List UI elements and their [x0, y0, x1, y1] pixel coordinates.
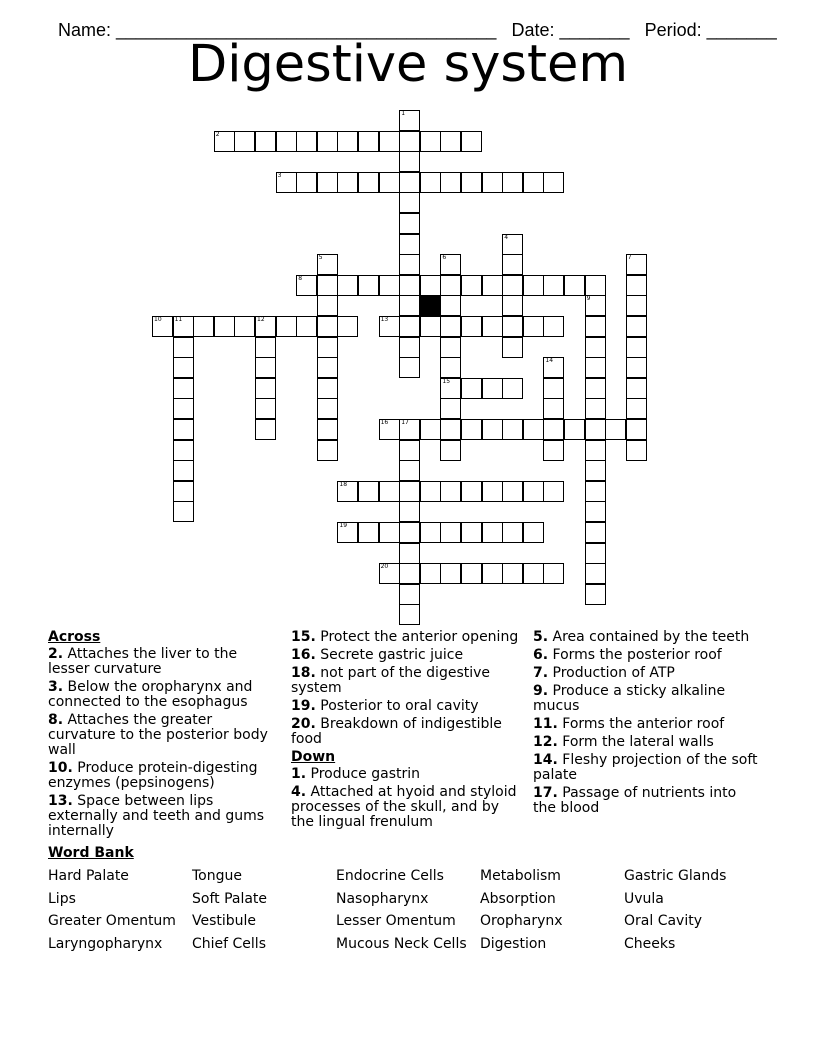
clue-number: 2	[215, 130, 220, 138]
word-bank-item: Uvula	[624, 890, 664, 907]
grid-cell[interactable]	[626, 337, 647, 358]
clue-number: 20	[380, 563, 389, 571]
grid-cell[interactable]	[585, 481, 606, 502]
grid-cell[interactable]	[379, 316, 400, 337]
grid-cell[interactable]	[626, 440, 647, 461]
clue-across-15: 15. Protect the anterior opening	[291, 629, 519, 645]
grid-cell[interactable]	[317, 419, 338, 440]
clue-across-18: 18. not part of the digestive system	[291, 665, 491, 696]
grid-cell[interactable]	[502, 295, 523, 316]
grid-cell[interactable]	[585, 378, 606, 399]
grid-cell[interactable]	[502, 234, 523, 255]
grid-cell[interactable]	[482, 419, 503, 440]
grid-cell[interactable]	[585, 357, 606, 378]
grid-cell[interactable]	[502, 172, 523, 193]
grid-cell[interactable]	[585, 295, 606, 316]
grid-cell[interactable]	[255, 131, 276, 152]
grid-cell[interactable]	[317, 172, 338, 193]
grid-cell[interactable]	[399, 110, 420, 131]
grid-cell[interactable]	[255, 337, 276, 358]
clue-number: 9	[586, 295, 591, 303]
clue-number: 16	[380, 419, 389, 426]
grid-cell[interactable]	[482, 275, 503, 296]
grid-cell[interactable]	[317, 254, 338, 275]
grid-cell[interactable]	[173, 460, 194, 481]
grid-cell[interactable]	[358, 522, 379, 543]
grid-cell[interactable]	[523, 316, 544, 337]
grid-cell[interactable]	[564, 275, 585, 296]
clue-across-10: 10. Produce protein-digesting enzymes (pepsinogens)	[48, 760, 258, 791]
grid-cell[interactable]	[173, 481, 194, 502]
grid-cell[interactable]	[543, 172, 564, 193]
clue-across-20: 20. Breakdown of indigestible food	[291, 716, 502, 747]
word-bank-item: Tongue	[192, 868, 242, 884]
grid-cell[interactable]	[358, 172, 379, 193]
clue-down-1: 1. Produce gastrin	[291, 766, 421, 782]
clue-across-2: 2. Attaches the liver to the lesser curvature	[48, 646, 238, 677]
grid-cell[interactable]	[420, 131, 441, 152]
black-square	[420, 295, 441, 316]
grid-cell[interactable]	[543, 357, 564, 378]
grid-cell[interactable]	[317, 275, 338, 296]
grid-cell[interactable]	[379, 522, 400, 543]
grid-cell[interactable]	[523, 563, 544, 584]
word-bank-item: Nasopharynx	[336, 890, 429, 907]
grid-cell[interactable]	[214, 131, 235, 152]
clue-number: 12	[257, 316, 265, 323]
grid-cell[interactable]	[399, 254, 420, 275]
grid-cell[interactable]	[317, 316, 338, 337]
grid-cell[interactable]	[173, 440, 194, 461]
word-bank-item: Cheeks	[624, 936, 676, 953]
word-bank-column	[48, 866, 192, 957]
grid-cell[interactable]	[626, 316, 647, 337]
grid-cell[interactable]	[626, 398, 647, 419]
grid-cell[interactable]	[543, 275, 564, 296]
grid-cell[interactable]	[585, 563, 606, 584]
grid-cell[interactable]	[502, 316, 523, 337]
word-bank-item: Laryngopharynx	[48, 936, 163, 953]
grid-cell[interactable]	[626, 357, 647, 378]
word-bank-item: Gastric Glands	[624, 868, 727, 884]
grid-cell[interactable]	[543, 398, 564, 419]
clue-number: 6	[442, 254, 447, 262]
grid-cell[interactable]	[440, 378, 461, 399]
grid-cell[interactable]	[296, 275, 317, 296]
grid-cell[interactable]	[523, 275, 544, 296]
grid-cell[interactable]	[440, 337, 461, 358]
word-bank-item: Digestion	[480, 936, 547, 953]
word-bank-item: Lips	[48, 890, 76, 907]
grid-cell[interactable]	[399, 481, 420, 502]
grid-cell[interactable]	[379, 419, 400, 440]
grid-cell[interactable]	[337, 275, 358, 296]
grid-cell[interactable]	[440, 357, 461, 378]
grid-cell[interactable]	[296, 316, 317, 337]
period-field[interactable]: Period: _______	[644, 20, 777, 40]
grid-cell[interactable]	[482, 563, 503, 584]
name-field[interactable]: Name: ______________________________________	[58, 20, 497, 40]
grid-cell[interactable]	[399, 316, 420, 337]
grid-cell[interactable]	[502, 522, 523, 543]
grid-cell[interactable]	[173, 501, 194, 522]
clue-number: 7	[627, 254, 632, 262]
clue-number: 13	[380, 316, 389, 323]
clue-number: 19	[339, 522, 348, 529]
clues-column-2	[291, 628, 523, 833]
clue-number: 4	[504, 233, 509, 241]
grid-cell[interactable]	[234, 316, 255, 337]
grid-cell[interactable]	[255, 398, 276, 419]
grid-cell[interactable]	[440, 131, 461, 152]
grid-cell[interactable]	[379, 172, 400, 193]
grid-cell[interactable]	[255, 316, 276, 337]
grid-cell[interactable]	[502, 481, 523, 502]
grid-cell[interactable]	[379, 275, 400, 296]
grid-cell[interactable]	[543, 563, 564, 584]
grid-cell[interactable]	[296, 172, 317, 193]
grid-cell[interactable]	[399, 522, 420, 543]
grid-cell[interactable]	[461, 378, 482, 399]
clue-down-14: 14. Fleshy projection of the soft palate	[533, 752, 758, 783]
grid-cell[interactable]	[502, 419, 523, 440]
word-bank-item: Soft Palate	[192, 890, 268, 907]
grid-cell[interactable]	[420, 172, 441, 193]
grid-cell[interactable]	[399, 604, 420, 625]
grid-cell[interactable]	[173, 419, 194, 440]
word-bank-item: Chief Cells	[192, 936, 266, 953]
grid-cell[interactable]	[337, 172, 358, 193]
word-bank-item: Greater Omentum	[48, 913, 176, 930]
clue-down-7: 7. Production of ATP	[533, 665, 675, 681]
clue-number: 17	[401, 419, 409, 426]
clue-down-11: 11. Forms the anterior roof	[533, 716, 725, 732]
grid-cell[interactable]	[276, 172, 297, 193]
grid-cell[interactable]	[399, 501, 420, 522]
word-bank-item: Vestibule	[192, 913, 257, 930]
grid-cell[interactable]	[626, 254, 647, 275]
grid-cell[interactable]	[379, 131, 400, 152]
grid-cell[interactable]	[482, 378, 503, 399]
grid-cell[interactable]	[420, 419, 441, 440]
word-bank-item: Oropharynx	[480, 913, 563, 930]
grid-cell[interactable]	[276, 316, 297, 337]
grid-cell[interactable]	[317, 398, 338, 419]
grid-cell[interactable]	[585, 584, 606, 605]
grid-cell[interactable]	[440, 522, 461, 543]
grid-cell[interactable]	[399, 275, 420, 296]
grid-cell[interactable]	[255, 419, 276, 440]
grid-cell[interactable]	[543, 481, 564, 502]
grid-cell[interactable]	[482, 481, 503, 502]
grid-cell[interactable]	[440, 295, 461, 316]
grid-cell[interactable]	[152, 316, 173, 337]
grid-cell[interactable]	[317, 295, 338, 316]
grid-cell[interactable]	[543, 440, 564, 461]
grid-cell[interactable]	[585, 316, 606, 337]
grid-cell[interactable]	[502, 254, 523, 275]
grid-cell[interactable]	[420, 316, 441, 337]
word-bank-column	[480, 866, 624, 957]
grid-cell[interactable]	[461, 172, 482, 193]
grid-cell[interactable]	[399, 440, 420, 461]
grid-cell[interactable]	[440, 398, 461, 419]
word-bank-item: Mucous Neck Cells	[336, 936, 467, 953]
across-heading: Across	[48, 629, 101, 645]
grid-cell[interactable]	[399, 584, 420, 605]
clue-down-4: 4. Attached at hyoid and styloid processes of the skull, and by the lingual frenulum	[291, 784, 517, 830]
grid-cell[interactable]	[399, 563, 420, 584]
grid-cell[interactable]	[585, 275, 606, 296]
grid-cell[interactable]	[585, 398, 606, 419]
grid-cell[interactable]	[399, 337, 420, 358]
grid-cell[interactable]	[255, 378, 276, 399]
word-bank-item: Hard Palate	[48, 868, 129, 884]
word-bank-heading: Word Bank	[48, 845, 134, 861]
grid-cell[interactable]	[255, 357, 276, 378]
grid-cell[interactable]	[358, 131, 379, 152]
grid-cell[interactable]	[399, 460, 420, 481]
grid-cell[interactable]	[523, 172, 544, 193]
clues-column-1	[48, 628, 278, 842]
down-heading: Down	[291, 749, 336, 765]
page-title: Digestive system	[187, 35, 629, 94]
grid-cell[interactable]	[420, 275, 441, 296]
grid-cell[interactable]	[461, 481, 482, 502]
grid-cell[interactable]	[317, 131, 338, 152]
grid-cell[interactable]	[173, 357, 194, 378]
grid-cell[interactable]	[626, 295, 647, 316]
clue-across-3: 3. Below the oropharynx and connected to the esophagus	[48, 679, 253, 710]
grid-cell[interactable]	[523, 481, 544, 502]
clue-number: 5	[318, 254, 323, 262]
grid-cell[interactable]	[543, 316, 564, 337]
grid-cell[interactable]	[585, 543, 606, 564]
grid-cell[interactable]	[440, 481, 461, 502]
clue-number: 15	[442, 377, 451, 385]
grid-cell[interactable]	[461, 131, 482, 152]
clue-number: 1	[401, 110, 406, 117]
word-bank-item: Metabolism	[480, 868, 561, 884]
grid-cell[interactable]	[399, 172, 420, 193]
grid-cell[interactable]	[440, 563, 461, 584]
clue-down-6: 6. Forms the posterior roof	[533, 647, 722, 663]
grid-cell[interactable]	[585, 522, 606, 543]
grid-cell[interactable]	[626, 419, 647, 440]
grid-cell[interactable]	[585, 460, 606, 481]
grid-cell[interactable]	[399, 131, 420, 152]
grid-cell[interactable]	[358, 481, 379, 502]
grid-cell[interactable]	[543, 419, 564, 440]
grid-cell[interactable]	[337, 131, 358, 152]
clue-number: 8	[298, 274, 303, 282]
grid-cell[interactable]	[296, 131, 317, 152]
clue-number: 3	[277, 171, 282, 179]
grid-cell[interactable]	[399, 543, 420, 564]
grid-cell[interactable]	[461, 522, 482, 543]
grid-cell[interactable]	[585, 337, 606, 358]
grid-cell[interactable]	[585, 419, 606, 440]
grid-cell[interactable]	[173, 316, 194, 337]
clue-down-5: 5. Area contained by the teeth	[533, 629, 750, 645]
word-bank-item: Lesser Omentum	[336, 913, 456, 930]
grid-cell[interactable]	[399, 295, 420, 316]
word-bank-column	[336, 866, 480, 957]
grid-cell[interactable]	[337, 522, 358, 543]
clue-number: 18	[339, 480, 348, 488]
grid-cell[interactable]	[317, 357, 338, 378]
grid-cell[interactable]	[276, 131, 297, 152]
grid-cell[interactable]	[317, 378, 338, 399]
grid-cell[interactable]	[399, 419, 420, 440]
clue-number: 14	[545, 357, 554, 365]
grid-cell[interactable]	[523, 419, 544, 440]
clue-across-19: 19. Posterior to oral cavity	[291, 698, 479, 714]
word-bank-item: Absorption	[480, 890, 556, 907]
grid-cell[interactable]	[482, 316, 503, 337]
clue-number: 11	[174, 316, 183, 323]
grid-cell[interactable]	[173, 398, 194, 419]
word-bank-item: Oral Cavity	[624, 913, 702, 930]
grid-cell[interactable]	[440, 172, 461, 193]
grid-cell[interactable]	[440, 275, 461, 296]
clue-down-12: 12. Form the lateral walls	[533, 734, 714, 750]
grid-cell[interactable]	[482, 172, 503, 193]
clue-down-9: 9. Produce a sticky alkaline mucus	[533, 683, 726, 714]
grid-cell[interactable]	[461, 275, 482, 296]
grid-cell[interactable]	[317, 337, 338, 358]
grid-cell[interactable]	[399, 234, 420, 255]
grid-cell[interactable]	[173, 337, 194, 358]
grid-cell[interactable]	[214, 316, 235, 337]
grid-cell[interactable]	[358, 275, 379, 296]
grid-cell[interactable]	[605, 419, 626, 440]
word-bank-column	[192, 866, 336, 957]
word-bank-item: Endocrine Cells	[336, 868, 444, 884]
grid-cell[interactable]	[564, 419, 585, 440]
grid-cell[interactable]	[379, 481, 400, 502]
grid-cell[interactable]	[626, 275, 647, 296]
grid-cell[interactable]	[399, 192, 420, 213]
clue-across-13: 13. Space between lips externally and teeth and gums internally	[48, 793, 265, 839]
grid-cell[interactable]	[399, 357, 420, 378]
grid-cell[interactable]	[523, 522, 544, 543]
grid-cell[interactable]	[502, 275, 523, 296]
grid-cell[interactable]	[585, 501, 606, 522]
grid-cell[interactable]	[440, 440, 461, 461]
clue-number: 10	[154, 316, 162, 323]
grid-cell[interactable]	[461, 419, 482, 440]
grid-cell[interactable]	[543, 378, 564, 399]
grid-cell[interactable]	[440, 419, 461, 440]
grid-cell[interactable]	[173, 378, 194, 399]
grid-cell[interactable]	[502, 563, 523, 584]
grid-cell[interactable]	[440, 254, 461, 275]
grid-cell[interactable]	[420, 481, 441, 502]
grid-cell[interactable]	[420, 522, 441, 543]
clue-down-17: 17. Passage of nutrients into the blood	[533, 785, 737, 816]
grid-cell[interactable]	[502, 378, 523, 399]
grid-cell[interactable]	[337, 316, 358, 337]
grid-cell[interactable]	[337, 481, 358, 502]
grid-cell[interactable]	[440, 316, 461, 337]
grid-cell[interactable]	[420, 563, 441, 584]
clue-across-8: 8. Attaches the greater curvature to the posterior body wall	[48, 712, 268, 758]
grid-cell[interactable]	[626, 378, 647, 399]
grid-cell[interactable]	[379, 563, 400, 584]
word-bank-column	[624, 866, 768, 957]
clues-column-3	[533, 628, 763, 819]
grid-cell[interactable]	[502, 337, 523, 358]
grid-cell[interactable]	[317, 440, 338, 461]
grid-cell[interactable]	[461, 563, 482, 584]
grid-cell[interactable]	[461, 316, 482, 337]
grid-cell[interactable]	[482, 522, 503, 543]
clue-across-16: 16. Secrete gastric juice	[291, 647, 464, 663]
date-field[interactable]: Date: _______	[511, 20, 630, 40]
grid-cell[interactable]	[399, 213, 420, 234]
grid-cell[interactable]	[193, 316, 214, 337]
grid-cell[interactable]	[399, 151, 420, 172]
grid-cell[interactable]	[585, 440, 606, 461]
grid-cell[interactable]	[234, 131, 255, 152]
